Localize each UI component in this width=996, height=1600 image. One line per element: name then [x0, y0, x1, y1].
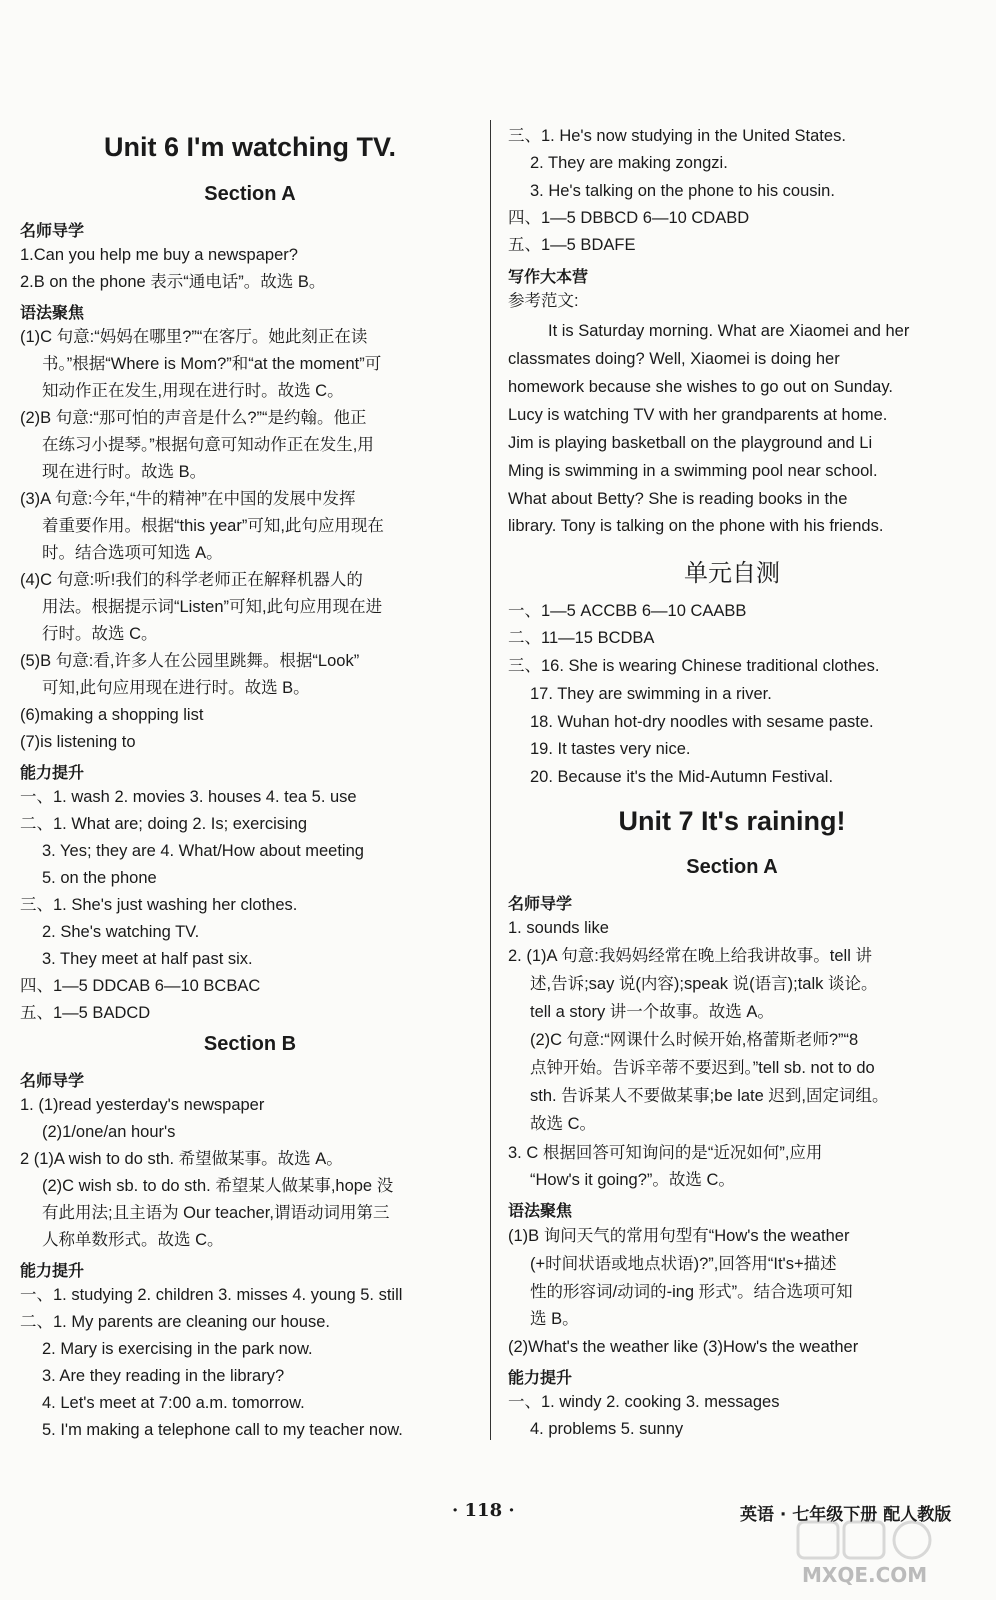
answer-line: 一、1. windy 2. cooking 3. messages: [508, 1393, 780, 1411]
answer-line: (7)is listening to: [20, 733, 136, 751]
answer-line: (2)1/one/an hour's: [42, 1123, 176, 1141]
answer-line: (2)C wish sb. to do sth. 希望某人做某事,hope 没: [42, 1177, 394, 1195]
essay-line: It is Saturday morning. What are Xiaomei and her: [548, 322, 910, 340]
essay-line: Lucy is watching TV with her grandparents at home.: [508, 406, 888, 424]
answer-line: 20. Because it's the Mid-Autumn Festival.: [530, 768, 834, 786]
answer-line: sth. 告诉某人不要做某事;be late 迟到,固定词组。: [530, 1087, 889, 1105]
answer-line: 着重要作用。根据“this year”可知,此句应用现在: [42, 517, 384, 535]
heading-nengli: 能力提升: [20, 763, 85, 782]
answer-line: 18. Wuhan hot-dry noodles with sesame paste.: [530, 713, 874, 731]
answer-line: 性的形容词/动词的-ing 形式”。结合选项可知: [530, 1283, 853, 1301]
answer-line: 四、1—5 DBBCD 6—10 CDABD: [508, 209, 750, 227]
answer-line: 一、1—5 ACCBB 6—10 CAABB: [508, 602, 747, 620]
answer-line: 三、1. She's just washing her clothes.: [20, 896, 298, 914]
section-a-title: Section A: [686, 856, 778, 878]
answer-line: 现在进行时。故选 B。: [42, 463, 207, 481]
answer-line: tell a story 讲一个故事。故选 A。: [530, 1003, 774, 1021]
answer-line: (5)B 句意:看,许多人在公园里跳舞。根据“Look”: [20, 652, 360, 670]
answer-line: 五、1—5 BDAFE: [508, 236, 636, 254]
answer-line: 17. They are swimming in a river.: [530, 685, 772, 703]
answer-line: 知动作正在发生,用现在进行时。故选 C。: [42, 382, 344, 400]
answer-line: (1)C 句意:“妈妈在哪里?”“在客厅。她此刻正在读: [20, 328, 368, 346]
unit6-title: Unit 6 I'm watching TV.: [104, 132, 396, 162]
answer-line: (4)C 句意:听!我们的科学老师正在解释机器人的: [20, 571, 363, 589]
answer-line: 一、1. studying 2. children 3. misses 4. young 5. still: [20, 1286, 403, 1304]
answer-line: 可知,此句应用现在进行时。故选 B。: [42, 679, 310, 697]
answer-line: 4. Let's meet at 7:00 a.m. tomorrow.: [42, 1394, 305, 1412]
heading-mingshi: 名师导学: [20, 221, 85, 240]
answer-line: 2.B on the phone 表示“通电话”。故选 B。: [20, 273, 326, 291]
answer-line: 2 (1)A wish to do sth. 希望做某事。故选 A。: [20, 1150, 343, 1168]
unit7-title: Unit 7 It's raining!: [618, 806, 846, 836]
answer-line: 1. sounds like: [508, 919, 609, 937]
answer-line: (2)C 句意:“网课什么时候开始,格蕾斯老师?”“8: [530, 1031, 859, 1049]
heading-yufa: 语法聚焦: [508, 1201, 573, 1220]
answer-line: 书。”根据“Where is Mom?”和“at the moment”可: [42, 355, 382, 373]
essay-line: library. Tony is talking on the phone with his friends.: [508, 517, 884, 535]
answer-line: 二、11—15 BCDBA: [508, 629, 655, 647]
heading-nengli: 能力提升: [508, 1368, 573, 1387]
answer-line: 3. They meet at half past six.: [42, 950, 253, 968]
unit-test-title: 单元自测: [684, 559, 780, 587]
answer-line: 3. Are they reading in the library?: [42, 1367, 285, 1385]
answer-line: 有此用法;且主语为 Our teacher,谓语动词用第三: [42, 1204, 390, 1222]
answer-line: 时。结合选项可知选 A。: [42, 544, 223, 562]
answer-line: 二、1. My parents are cleaning our house.: [20, 1313, 330, 1331]
heading-xiezuo: 写作大本营: [508, 267, 589, 286]
sample-label: 参考范文:: [508, 292, 579, 310]
heading-nengli: 能力提升: [20, 1261, 85, 1280]
answer-line: 1.Can you help me buy a newspaper?: [20, 246, 298, 264]
answer-line: 五、1—5 BADCD: [20, 1004, 151, 1022]
answer-line: “How's it going?”。故选 C。: [530, 1171, 735, 1189]
answer-line: 故选 C。: [530, 1115, 596, 1133]
answer-line: 1. (1)read yesterday's newspaper: [20, 1096, 265, 1114]
heading-mingshi: 名师导学: [20, 1071, 85, 1090]
answer-line: (2)B 句意:“那可怕的声音是什么?”“是约翰。他正: [20, 409, 367, 427]
answer-line: 5. I'm making a telephone call to my teacher now.: [42, 1421, 403, 1439]
answer-line: 2. Mary is exercising in the park now.: [42, 1340, 313, 1358]
essay-line: Jim is playing basketball on the playground and Li: [508, 434, 873, 452]
answer-line: 2. They are making zongzi.: [530, 154, 728, 172]
essay-line: Ming is swimming in a swimming pool near school.: [508, 462, 878, 480]
answer-line: 19. It tastes very nice.: [530, 740, 691, 758]
answer-line: 行时。故选 C。: [42, 625, 158, 643]
answer-line: 用法。根据提示词“Listen”可知,此句应用现在进: [42, 598, 383, 616]
section-a-title: Section A: [204, 183, 296, 205]
answer-line: (+时间状语或地点状语)?”,回答用“It's+描述: [530, 1255, 837, 1273]
answer-line: 5. on the phone: [42, 869, 157, 887]
answer-line: 3. He's talking on the phone to his cousin.: [530, 182, 835, 200]
book-label: 英语 · 七年级下册 配人教版: [740, 1505, 952, 1525]
section-b-title: Section B: [203, 1033, 297, 1055]
column-divider: [490, 120, 491, 1440]
answer-line: 述,告诉;say 说(内容);speak 说(语言);talk 谈论。: [530, 975, 878, 993]
answer-line: 在练习小提琴。”根据句意可知动作正在发生,用: [42, 436, 374, 454]
answer-line: 3. C 根据回答可知询问的是“近况如何”,应用: [508, 1144, 823, 1162]
heading-yufa: 语法聚焦: [20, 303, 85, 322]
essay-line: classmates doing? Well, Xiaomei is doing her: [508, 350, 840, 368]
page-number: · 118 ·: [452, 1500, 515, 1521]
answer-line: 4. problems 5. sunny: [530, 1420, 684, 1438]
answer-line: (3)A 句意:今年,“牛的精神”在中国的发展中发挥: [20, 490, 356, 508]
answer-line: (1)B 询问天气的常用句型有“How's the weather: [508, 1227, 850, 1245]
heading-mingshi: 名师导学: [508, 894, 573, 913]
essay-line: What about Betty? She is reading books in the: [508, 490, 848, 508]
answer-line: 3. Yes; they are 4. What/How about meeting: [42, 842, 364, 860]
answer-line: 2. She's watching TV.: [42, 923, 200, 941]
answer-line: 三、1. He's now studying in the United States.: [508, 127, 846, 145]
answer-line: (2)What's the weather like (3)How's the weather: [508, 1338, 859, 1356]
answer-line: 四、1—5 DDCAB 6—10 BCBAC: [20, 977, 261, 995]
answer-line: (6)making a shopping list: [20, 706, 204, 724]
answer-line: 三、16. She is wearing Chinese traditional clothes.: [508, 657, 880, 675]
essay-line: homework because she wishes to go out on Sunday.: [508, 378, 893, 396]
answer-line: 点钟开始。告诉辛蒂不要迟到。”tell sb. not to do: [530, 1059, 875, 1077]
watermark-logo: [790, 1518, 970, 1590]
answer-line: 人称单数形式。故选 C。: [42, 1231, 224, 1249]
answer-line: 二、1. What are; doing 2. Is; exercising: [20, 815, 308, 833]
answer-line: 选 B。: [530, 1310, 579, 1328]
answer-line: 一、1. wash 2. movies 3. houses 4. tea 5. use: [20, 788, 357, 806]
watermark-text: MXQE.COM: [802, 1563, 928, 1587]
answer-line: 2. (1)A 句意:我妈妈经常在晚上给我讲故事。tell 讲: [508, 947, 872, 965]
